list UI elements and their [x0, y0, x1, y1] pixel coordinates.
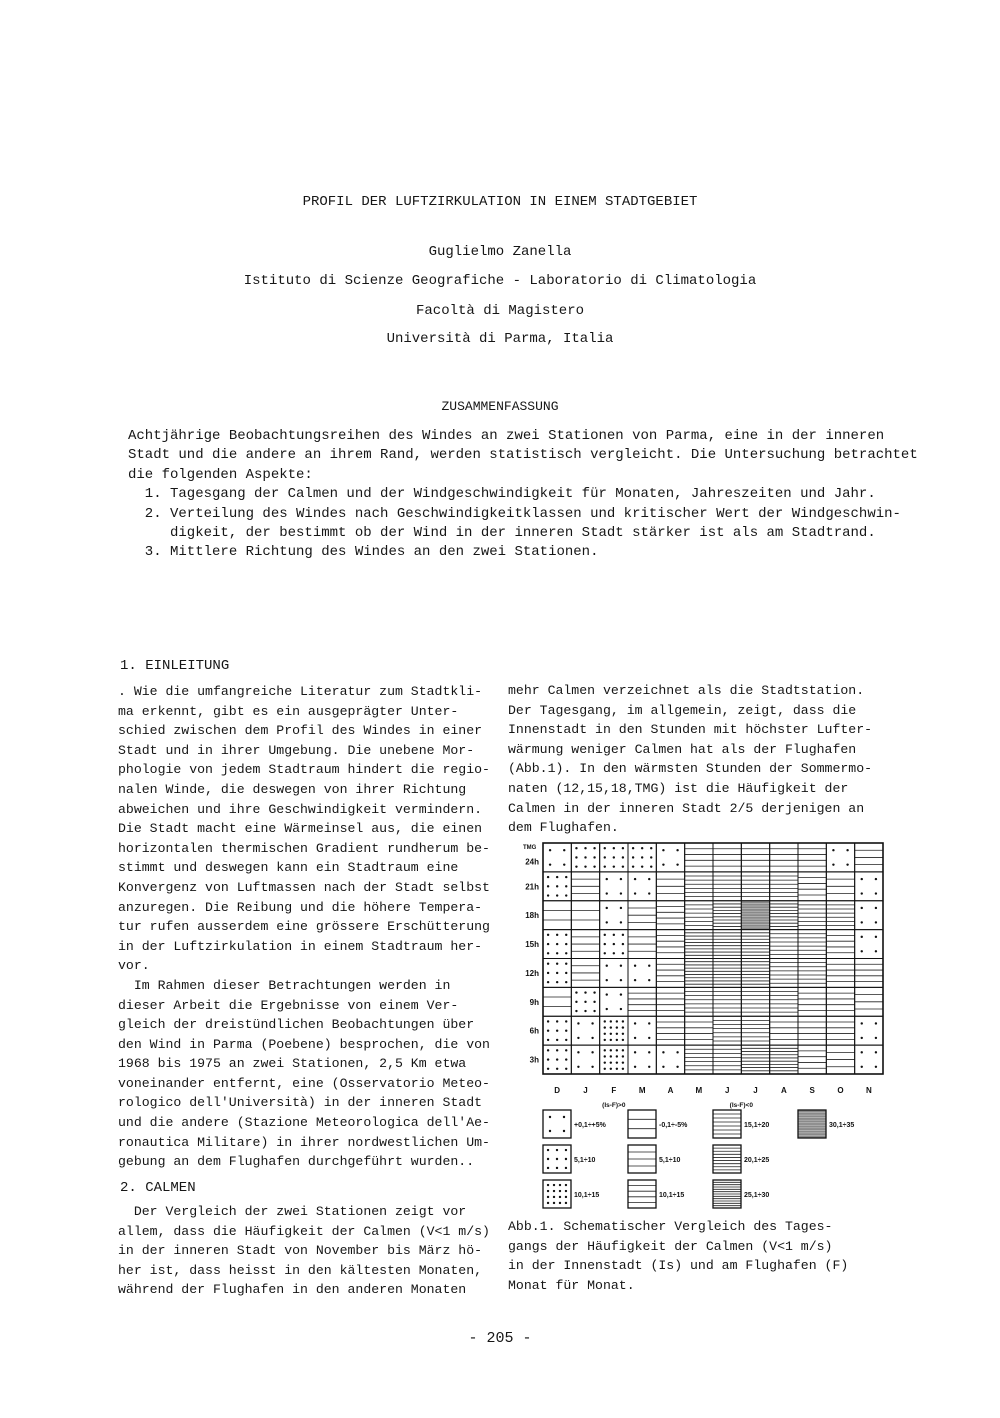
text-line: allem, dass die Häufigkeit der Calmen (V<1 m/s) [118, 1223, 490, 1239]
grid-cell [855, 930, 883, 959]
grid-cell [826, 1045, 854, 1074]
grid-cell [826, 959, 854, 988]
grid-cell [826, 930, 854, 959]
legend-label: 20,1÷25 [744, 1157, 770, 1164]
caption-line: Abb.1. Schematischer Vergleich des Tages- [508, 1219, 833, 1234]
grid-cell [713, 901, 741, 930]
grid-cell [798, 843, 826, 872]
grid-cell [713, 843, 741, 872]
grid-cell [798, 930, 826, 959]
grid-cell [685, 959, 713, 988]
text-line: dieser Arbeit die Ergebnisse von einem Ver- [118, 997, 459, 1013]
grid-cell [770, 872, 798, 901]
grid-cell [600, 843, 628, 872]
text-line: Konvergenz von Luftmassen nach der Stadt selbst [118, 879, 490, 895]
grid-cell [571, 872, 599, 901]
text-line: ma erkennt, gibt es ein ausgeprägter Unter- [118, 703, 459, 719]
grid-cell [656, 1045, 684, 1074]
text-line: phologie von jedem Stadtraum hindert die regio- [118, 762, 490, 778]
grid-cell [600, 1016, 628, 1045]
abstract-line: die folgenden Aspekte: [128, 466, 313, 483]
grid-cell [600, 901, 628, 930]
text-line: abweichen und ihre Geschwindigkeit vermindern. [118, 801, 483, 817]
grid-cell [855, 1016, 883, 1045]
month-label: J [583, 1086, 588, 1095]
text-line: Innenstadt in den Stunden mit höchster Lufter- [508, 722, 873, 738]
legend-label: -0,1÷-5% [659, 1122, 688, 1129]
group-label-negative: (Is-F)<0 [729, 1102, 753, 1109]
text-line: vor. [118, 958, 150, 974]
hour-label: 3h [529, 1055, 539, 1065]
abstract-line: 1. Tagesgang der Calmen und der Windgeschwindigkeit für Monaten, Jahreszeiten und Jahr. [128, 486, 876, 503]
grid-cell [656, 930, 684, 959]
grid-cell [855, 901, 883, 930]
grid-cell [600, 930, 628, 959]
text-line: wärmung weniger Calmen hat als der Flughafen [508, 741, 857, 757]
text-line: Im Rahmen dieser Betrachtungen werden in [118, 977, 451, 993]
grid-cell [855, 1045, 883, 1074]
grid-cell [741, 901, 769, 930]
figure-calm-frequency-grid [505, 835, 895, 1215]
grid-cell [741, 1016, 769, 1045]
caption-line: gangs der Häufigkeit der Calmen (V<1 m/s) [508, 1238, 833, 1254]
grid-cell [571, 843, 599, 872]
text-line: . Wie die umfangreiche Literatur zum Stadtkli- [118, 684, 483, 699]
text-line: Stadt und in ihrer Umgebung. Die unebene Mor- [118, 742, 475, 758]
grid-cell [685, 872, 713, 901]
grid-cell [770, 901, 798, 930]
university: Università di Parma, Italia [386, 331, 614, 347]
abstract [128, 427, 918, 563]
grid-cell [741, 987, 769, 1016]
grid-cell [543, 1016, 571, 1045]
grid-cell [826, 901, 854, 930]
legend-label: 15,1÷20 [744, 1122, 770, 1129]
grid-cell [571, 1045, 599, 1074]
legend-label: 10,1÷15 [659, 1192, 685, 1199]
caption-line: in der Innenstadt (Is) und am Flughafen (F) [508, 1258, 849, 1274]
hour-label: 15h [525, 940, 539, 950]
grid-cell [770, 1016, 798, 1045]
month-label: A [780, 1086, 787, 1095]
text-line: dem Flughafen. [508, 820, 619, 836]
grid-cell [826, 1016, 854, 1045]
grid-cell [713, 1045, 741, 1074]
grid-cell [770, 843, 798, 872]
legend-item [543, 1110, 607, 1138]
grid-cell [855, 987, 883, 1016]
text-line: (Abb.1). In den wärmsten Stunden der Sommermo- [508, 761, 873, 777]
text-line: naten (12,15,18,TMG) ist die Häufigkeit der [508, 780, 849, 796]
legend-item [543, 1145, 595, 1173]
text-line: während der Flughafen in den anderen Monaten [118, 1282, 467, 1298]
month-label: F [611, 1086, 617, 1095]
grid-cell [855, 872, 883, 901]
text-line: Calmen in der inneren Stadt 2/5 derjenigen an [508, 800, 865, 816]
text-line: mehr Calmen verzeichnet als die Stadtstation. [508, 683, 865, 698]
grid-cell [571, 987, 599, 1016]
grid-cell [855, 843, 883, 872]
legend-item [798, 1110, 854, 1138]
grid-cell [656, 872, 684, 901]
grid-cell [770, 959, 798, 988]
legend-label: 25,1÷30 [744, 1192, 770, 1199]
grid-cell [571, 901, 599, 930]
month-label: D [554, 1086, 561, 1095]
text-line: schied zwischen dem Profil des Windes in einer [118, 723, 483, 739]
grid-cell [656, 843, 684, 872]
text-line: nalen Winde, die deswegen von ihrer Richtung [118, 781, 467, 797]
figure-caption [508, 1217, 848, 1295]
grid-cell [571, 1016, 599, 1045]
text-line: tur rufen ausserdem eine grössere Erschütterung [118, 919, 490, 935]
text-line: gleich der dreistündlichen Beobachtungen über [118, 1017, 475, 1033]
group-label-positive: (Is-F)>0 [602, 1102, 626, 1109]
caption-line: Monat für Monat. [508, 1277, 635, 1293]
grid-cell [628, 1045, 656, 1074]
hour-label: 18h [525, 911, 539, 921]
hour-label: 6h [529, 1026, 539, 1036]
grid-cell [685, 1045, 713, 1074]
month-label: M [638, 1086, 646, 1095]
grid-cell [656, 987, 684, 1016]
grid-cell [685, 901, 713, 930]
legend-item [713, 1110, 769, 1138]
text-line: her ist, dass heisst in den kältesten Monaten, [118, 1262, 483, 1278]
text-line: und die andere (Stazione Meteorologica dell'Ae- [118, 1115, 490, 1131]
legend-label: 5,1÷10 [659, 1157, 681, 1164]
text-line: gebung an dem Flughafen durchgeführt wurden.. [118, 1154, 475, 1170]
month-label: J [724, 1086, 730, 1095]
legend-item [543, 1180, 599, 1208]
abstract-line: Achtjährige Beobachtungsreihen des Windes an zwei Stationen von Parma, eine in der inneren [128, 428, 885, 444]
grid-cell [741, 959, 769, 988]
legend-item [713, 1145, 769, 1173]
legend-label: 10,1÷15 [574, 1192, 600, 1199]
legend-item [628, 1110, 688, 1138]
left-column-text [118, 682, 490, 1172]
grid-cell [713, 872, 741, 901]
grid-cell [713, 930, 741, 959]
paper-title: PROFIL DER LUFTZIRKULATION IN EINEM STADTGEBIET [302, 194, 698, 210]
text-line: Der Tagesgang, im allgemein, zeigt, dass die [508, 702, 857, 718]
hour-label: 21h [525, 882, 539, 892]
grid-cell [571, 930, 599, 959]
text-line: den Wind in Parma (Poebene) besprochen, die von [118, 1036, 490, 1052]
grid-cell [713, 1016, 741, 1045]
right-column-text [508, 681, 872, 838]
text-line: horizontalen thermischen Gradient rundherum be- [118, 840, 490, 856]
month-label: M [695, 1086, 703, 1095]
grid-cell [656, 901, 684, 930]
grid-cell [826, 843, 854, 872]
grid-cell [543, 843, 571, 872]
grid-cell [770, 1045, 798, 1074]
grid-cell [600, 1045, 628, 1074]
hour-label: 9h [529, 997, 539, 1007]
grid-cell [543, 987, 571, 1016]
grid-cell [600, 987, 628, 1016]
page-number: - 205 - [468, 1330, 532, 1347]
grid-cell [685, 1016, 713, 1045]
grid-cell [656, 959, 684, 988]
grid-cell [543, 1045, 571, 1074]
grid-cell [826, 872, 854, 901]
hour-label: 12h [525, 968, 539, 978]
grid-cell [798, 959, 826, 988]
grid-cell [741, 843, 769, 872]
grid-cell [798, 872, 826, 901]
institute: Istituto di Scienze Geografiche - Laboratorio di Climatologia [243, 273, 757, 289]
abstract-heading: ZUSAMMENFASSUNG [441, 399, 559, 414]
text-line: Die Stadt macht eine Wärmeinsel aus, die einen [118, 821, 483, 837]
legend-item [713, 1180, 769, 1208]
text-line: voneinander entfernt, eine (Osservatorio Meteo- [118, 1075, 490, 1091]
month-label: A [667, 1086, 674, 1095]
grid-cell [628, 901, 656, 930]
grid-cell [741, 930, 769, 959]
grid-cell [741, 1045, 769, 1074]
left-column-text-2 [118, 1202, 490, 1300]
grid-cell [770, 987, 798, 1016]
abstract-line: Stadt und die andere an ihrem Rand, werden statistisch vergleicht. Die Untersuchung betrachtet [128, 447, 918, 464]
grid-cell [628, 872, 656, 901]
author: Guglielmo Zanella [428, 244, 572, 260]
text-line: Der Vergleich der zwei Stationen zeigt vor [118, 1204, 467, 1219]
grid-cell [628, 1016, 656, 1045]
grid-cell [770, 930, 798, 959]
grid-cell [656, 1016, 684, 1045]
text-line: anzuregen. Die Reibung und die höhere Tempera- [118, 899, 483, 915]
month-label: S [809, 1086, 815, 1095]
legend-item [628, 1180, 684, 1208]
legend-label: 5,1÷10 [574, 1157, 596, 1164]
faculty: Facoltà di Magistero [415, 303, 585, 319]
legend-item [628, 1145, 680, 1173]
grid-cell [543, 959, 571, 988]
grid-cell [798, 901, 826, 930]
grid-cell [600, 872, 628, 901]
grid-cell [685, 930, 713, 959]
grid-cell [685, 843, 713, 872]
grid-cell [543, 930, 571, 959]
grid-cell [798, 1045, 826, 1074]
section-heading-calmen: 2. CALMEN [120, 1180, 196, 1196]
hour-label: 24h [525, 857, 539, 867]
grid-cell [571, 959, 599, 988]
grid-cell [855, 959, 883, 988]
grid-cell [713, 987, 741, 1016]
grid-cell [543, 872, 571, 901]
legend-label: 30,1÷35 [829, 1122, 855, 1129]
legend-label: +0,1÷+5% [574, 1122, 606, 1129]
grid-cell [798, 1016, 826, 1045]
grid-cell [741, 872, 769, 901]
grid-cell [543, 901, 571, 930]
grid-cell [628, 930, 656, 959]
text-line: 1968 bis 1975 an zwei Stationen, 2,5 Km etwa [118, 1056, 467, 1072]
grid-cell [685, 987, 713, 1016]
abstract-line: digkeit, der bestimmt ob der Wind in der inneren Stadt stärker ist als am Stadtrand. [128, 525, 876, 542]
grid-cell [628, 959, 656, 988]
grid-cell [628, 843, 656, 872]
grid-cell [600, 959, 628, 988]
month-label: J [753, 1086, 758, 1095]
text-line: ronautica Militare) in ihrer nordwestlichen Um- [118, 1134, 490, 1150]
month-label: O [837, 1086, 844, 1095]
grid-cell [713, 959, 741, 988]
abstract-line: 3. Mittlere Richtung des Windes an den zwei Stationen. [128, 544, 599, 561]
text-line: rologico dell'Università) in der inneren Stadt [118, 1095, 483, 1111]
text-line: stimmt und deswegen kann ein Stadtraum eine [118, 860, 459, 876]
text-line: in der Luftzirkulation in einem Stadtraum her- [118, 938, 483, 954]
unit-label: TMG [523, 845, 537, 851]
section-heading-einleitung: 1. EINLEITUNG [120, 658, 230, 674]
grid-cell [628, 987, 656, 1016]
abstract-line: 2. Verteilung des Windes nach Geschwindigkeitklassen und kritischer Wert der Windgeschwin- [128, 505, 901, 522]
month-label: N [865, 1086, 872, 1095]
grid-cell [798, 987, 826, 1016]
grid-cell [826, 987, 854, 1016]
text-line: in der inneren Stadt von November bis März hö- [118, 1243, 483, 1259]
